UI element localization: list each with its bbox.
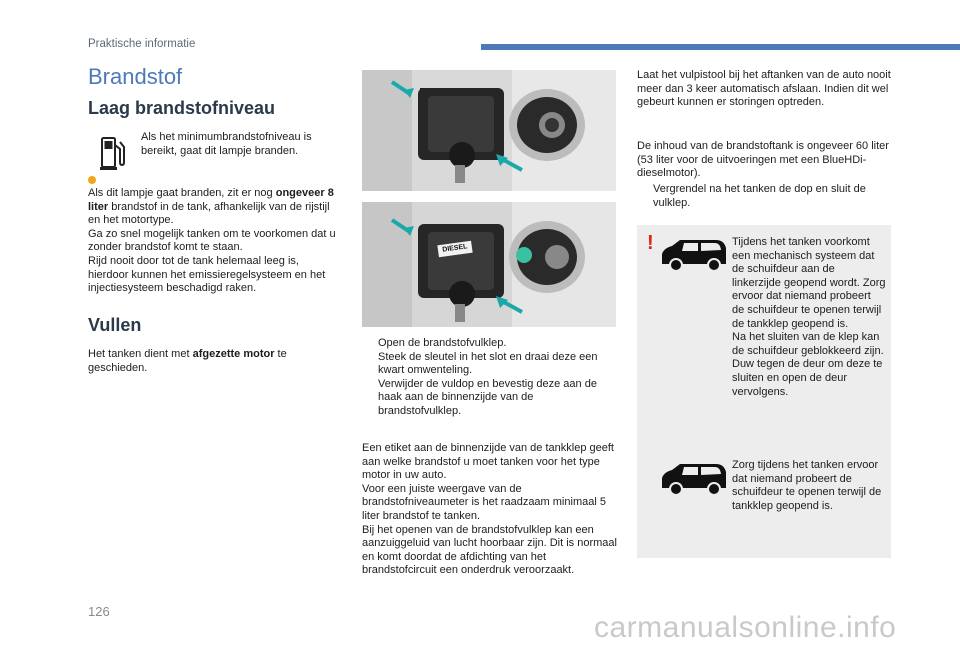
warning-icon: ! (647, 232, 654, 254)
van-side-icon-2 (660, 462, 728, 496)
fuel-flap-photo (362, 70, 616, 191)
sliding-door-note: Zorg tijdens het tanken ervoor dat niemand probeert de schuifdeur te openen terwijl de tankklep geopend is. (732, 459, 882, 512)
sliding-door-warning (732, 236, 886, 399)
fuel-label-line2: Voor een juiste weergave van de brandstofniveaumeter is het raadzaam minimaal 5 liter brandstof te tanken. (362, 482, 606, 522)
page-number: 126 (88, 604, 110, 619)
low-fuel-icon-caption: Als het minimumbrandstofniveau is bereikt, gaat dit lampje branden. (141, 131, 312, 157)
tank-capacity-paragraph: De inhoud van de brandstoftank is ongeveer 60 liter (53 liter voor de uitvoeringen met een BlueHDi-dieselmotor). (637, 140, 889, 180)
low-fuel-heading: Laag brandstofniveau (88, 98, 276, 118)
header-accent-bar (481, 44, 960, 50)
refuel-paragraph: Het tanken dient met afgezette motor te geschieden. (88, 348, 287, 374)
list-item: Verwijder de vuldop en bevestig deze aan de haak aan de binnenzijde van de brandstofvulklep. (378, 377, 597, 417)
section-label: Praktische informatie (88, 38, 196, 50)
list-item: Open de brandstofvulklep. (378, 337, 507, 349)
fuel-pump-icon (100, 135, 126, 171)
van-side-icon (660, 238, 728, 272)
low-fuel-paragraph (88, 187, 336, 296)
sliding-door-warning-2: Na het sluiten van de klep kan de schuifdeur geblokkeerd zijn. Duw tegen de deur om deze te sluiten en open de deur vervolgens. (732, 331, 884, 398)
fuel-label-line1: Een etiket aan de binnenzijde van de tankklep geeft aan welke brandstof u moet tanken voor het type motor in uw auto. (362, 442, 614, 482)
low-fuel-para1: Als dit lampje gaat branden, zit er nog ongeveer 8 liter brandstof in de tank, afhankelijk van de rijstijl en het motortype. (88, 187, 334, 227)
watermark: carmanualsonline.info (594, 611, 897, 644)
refuel-heading: Vullen (88, 315, 142, 335)
page-title: Brandstof (88, 64, 183, 89)
fuel-label-line3: Bij het openen van de brandstofvulklep kan een aanzuiggeluid van lucht hoorbaar zijn. Dit is normaal en komt doordat de afdichting van het brandstofcircuit een onderdruk veroorzaakt. (362, 523, 617, 577)
sliding-door-warning-1: Tijdens het tanken voorkomt een mechanisch systeem dat de schuifdeur aan de linkerzijde geopend wordt. Zorg ervoor dat niemand probeert de schuifdeur te openen terwijl de tankklep geopend is. (732, 236, 886, 330)
list-item: Vergrendel na het tanken de dop en sluit de vulklep. (653, 183, 866, 209)
low-fuel-para2: Ga zo snel mogelijk tanken om te voorkomen dat u zonder brandstof komt te staan. (88, 227, 336, 254)
low-fuel-indicator (88, 176, 96, 184)
fuel-flap-diesel-photo (362, 202, 616, 327)
close-cap-instruction (637, 183, 891, 210)
low-fuel-para3: Rijd nooit door tot de tank helemaal leeg is, hierdoor kunnen het emissieregelsysteem en het injectiesysteem beschadigd raken. (88, 254, 326, 295)
fuel-label-paragraph (362, 442, 618, 578)
pump-cutoff-paragraph: Laat het vulpistool bij het aftanken van de auto nooit meer dan 3 keer automatisch afslaan. Indien dit wel gebeurt kunnen er storingen optreden. (637, 69, 891, 109)
diesel-label: DIESEL (437, 241, 472, 258)
refuel-steps (362, 337, 616, 419)
list-item: Steek de sleutel in het slot en draai deze een kwart omwenteling. (378, 350, 598, 377)
